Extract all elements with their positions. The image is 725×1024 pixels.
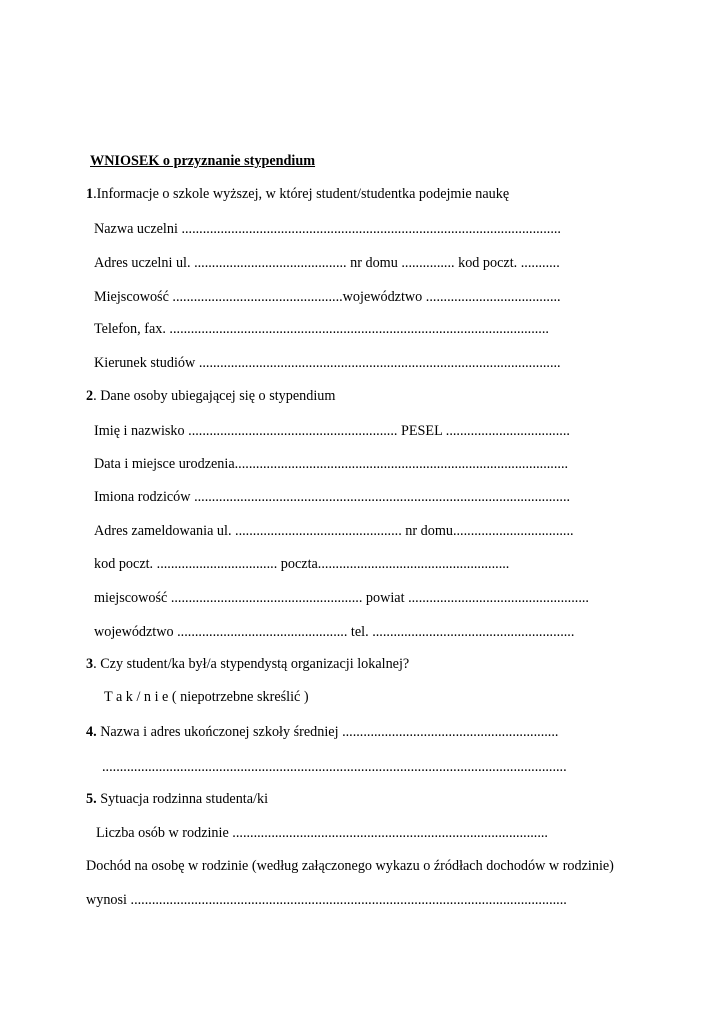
- section-5-text: Sytuacja rodzinna studenta/ki: [96, 791, 269, 807]
- field-telefon-fax[interactable]: Telefon, fax. ...........................................................................................................: [94, 321, 549, 337]
- section-5-number: 5.: [86, 791, 97, 807]
- option-tak-nie[interactable]: T a k / n i e ( niepotrzebne skreślić ): [104, 689, 309, 705]
- section-1-heading: [86, 187, 509, 201]
- section-4-heading[interactable]: [86, 725, 558, 739]
- section-2-number: 2: [86, 388, 94, 404]
- field-kierunek-studiow[interactable]: Kierunek studiów ......................................................................................................: [94, 355, 561, 371]
- section-2-heading: [86, 389, 335, 403]
- form-title: WNIOSEK o przyznanie stypendium: [90, 153, 316, 169]
- section-1-number: 1: [86, 186, 94, 202]
- section-4-text: Nazwa i adres ukończonej szkoły średniej .............................................................: [96, 724, 559, 740]
- field-imie-nazwisko-pesel[interactable]: Imię i nazwisko ........................................................... PESEL ...................................: [94, 423, 570, 439]
- section-3-heading: [86, 657, 409, 671]
- section-4-number: 4.: [86, 724, 97, 740]
- field-adres-zameldowania[interactable]: Adres zameldowania ul. ............................................... nr domu..................................: [94, 523, 574, 539]
- field-miejscowosc-wojewodztwo[interactable]: Miejscowość ................................................województwo ......................................: [94, 289, 561, 305]
- section-5-heading: [86, 792, 268, 806]
- field-miejscowosc-powiat[interactable]: miejscowość ...................................................... powiat ...................................................: [94, 590, 589, 606]
- field-nazwa-uczelni[interactable]: Nazwa uczelni ...........................................................................................................: [94, 221, 561, 237]
- text-dochod: Dochód na osobę w rodzinie (według załączonego wykazu o źródłach dochodów w rodzinie): [86, 858, 614, 874]
- section-2-text: . Dane osoby ubiegającej się o stypendium: [93, 388, 336, 404]
- section-3-number: 3: [86, 656, 94, 672]
- field-szkola-continuation[interactable]: ...................................................................................................................................: [102, 759, 567, 775]
- field-liczba-osob[interactable]: Liczba osób w rodzinie .........................................................................................: [96, 825, 548, 841]
- field-wynosi[interactable]: wynosi ...........................................................................................................................: [86, 892, 567, 908]
- field-adres-uczelni[interactable]: Adres uczelni ul. ........................................... nr domu ............... kod poczt. ...........: [94, 255, 560, 271]
- field-imiona-rodzicow[interactable]: Imiona rodziców ..........................................................................................................: [94, 489, 571, 505]
- field-data-miejsce-urodzenia[interactable]: Data i miejsce urodzenia..............................................................................................: [94, 456, 569, 472]
- field-wojewodztwo-tel[interactable]: województwo ................................................ tel. .........................................................: [94, 624, 575, 640]
- section-1-text: .Informacje o szkole wyższej, w której student/studentka podejmie naukę: [93, 186, 510, 202]
- section-3-text: . Czy student/ka był/a stypendystą organizacji lokalnej?: [93, 656, 410, 672]
- field-kod-poczta[interactable]: kod poczt. .................................. poczta......................................................: [94, 556, 510, 572]
